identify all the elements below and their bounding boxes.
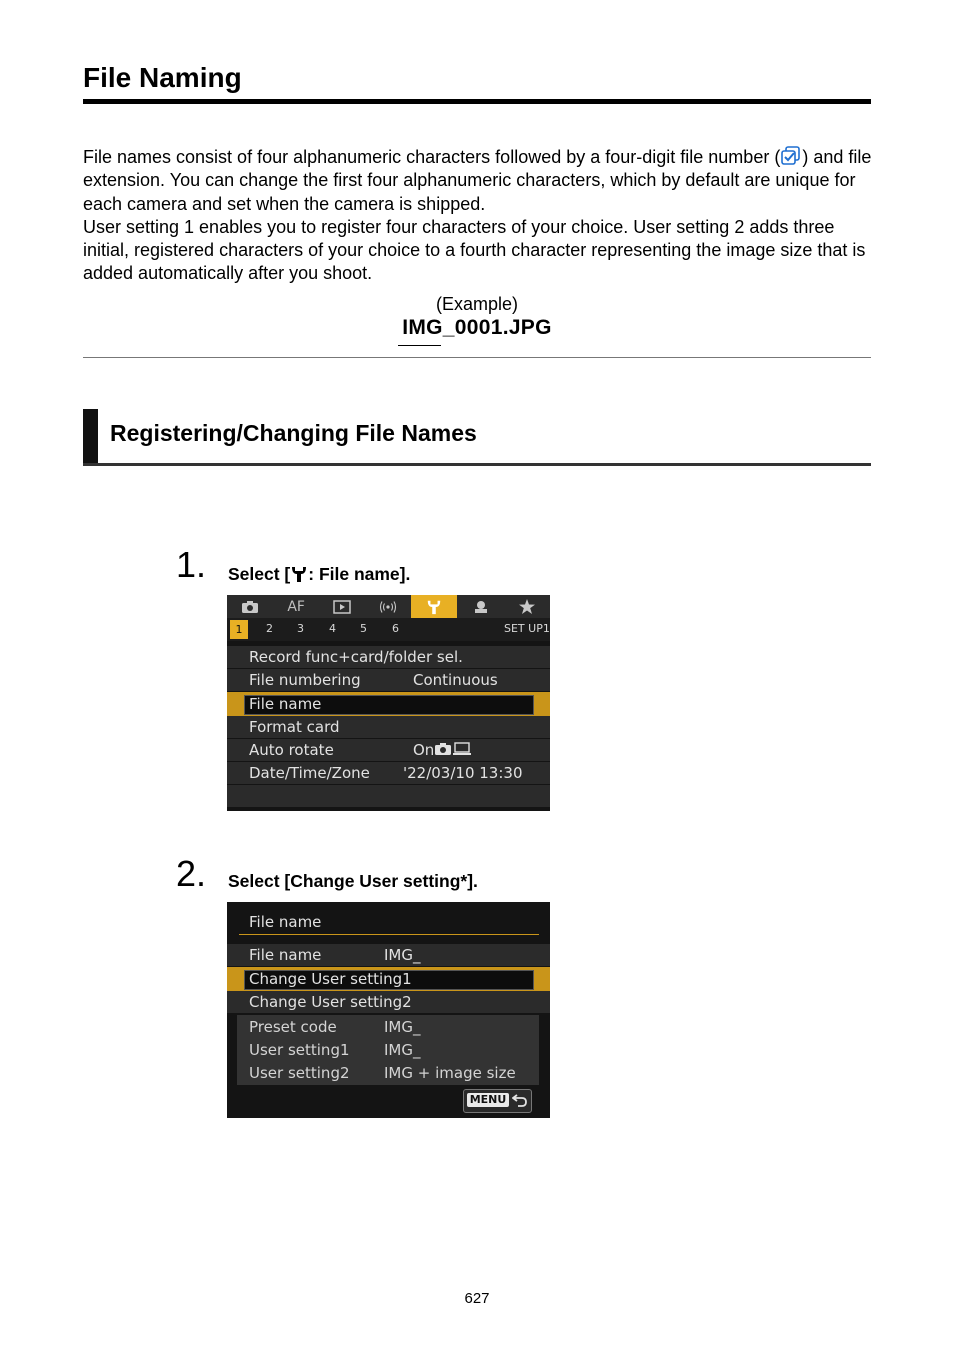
menu-row-date-time[interactable] bbox=[227, 762, 550, 784]
computer-icon bbox=[452, 742, 472, 756]
menu-tab-bar bbox=[227, 595, 550, 618]
tab-my-menu[interactable] bbox=[504, 595, 550, 618]
page-number: 627 bbox=[464, 1290, 490, 1307]
auto-rotate-value: On bbox=[413, 741, 435, 759]
subtab-6[interactable]: 6 bbox=[392, 622, 399, 635]
example-prefix-underline bbox=[398, 345, 441, 346]
section-underline bbox=[83, 463, 871, 466]
row-label: Change User setting2 bbox=[249, 993, 412, 1011]
play-icon bbox=[333, 600, 351, 614]
menu-row-record-func[interactable] bbox=[227, 646, 550, 668]
subtab-1[interactable]: 1 bbox=[230, 620, 248, 639]
section-marker bbox=[83, 409, 98, 465]
row-label: Record func+card/folder sel. bbox=[249, 648, 463, 666]
custom-icon bbox=[472, 600, 490, 614]
row-label: File name bbox=[249, 946, 322, 964]
info-label-preset: Preset code bbox=[249, 1018, 337, 1036]
row-label: Auto rotate bbox=[249, 741, 334, 759]
row-value: IMG_ bbox=[384, 946, 421, 964]
step-1-number: 1. bbox=[176, 544, 207, 585]
menu-key-label: MENU bbox=[467, 1093, 509, 1107]
section-title: Registering/Changing File Names bbox=[110, 420, 477, 446]
tab-wireless[interactable] bbox=[365, 595, 411, 618]
menu-back-button[interactable] bbox=[463, 1089, 532, 1113]
step-1-text-end: : File name]. bbox=[308, 564, 411, 584]
settings-info-panel bbox=[237, 1015, 539, 1085]
menu-row-auto-rotate[interactable] bbox=[227, 739, 550, 761]
camera-screen-file-name bbox=[227, 902, 550, 1118]
menu-row-empty bbox=[227, 785, 550, 807]
step-1-text bbox=[228, 564, 410, 585]
example-filename: IMG_0001.JPG bbox=[402, 316, 552, 339]
page-title: File Naming bbox=[83, 62, 242, 93]
row-label: File name bbox=[249, 695, 322, 713]
row-label: File numbering bbox=[249, 671, 361, 689]
camera-screen-setup-menu bbox=[227, 595, 550, 811]
menu-row-file-name[interactable] bbox=[227, 944, 550, 966]
tab-af-label: AF bbox=[287, 598, 305, 615]
step-2-number: 2. bbox=[176, 853, 207, 894]
intro-paragraph-2: User setting 1 enables you to register four characters of your choice. User setting 2 adds three initial, registered characters of your choice to a fourth character representing the image size that is added automatically after you shoot. bbox=[83, 216, 866, 284]
step-1-text-start: Select [ bbox=[228, 564, 291, 584]
tab-setup[interactable] bbox=[411, 595, 457, 618]
title-rule bbox=[83, 99, 871, 104]
wrench-icon bbox=[426, 599, 442, 615]
tab-playback[interactable] bbox=[319, 595, 365, 618]
row-label: Format card bbox=[249, 718, 340, 736]
camera-icon bbox=[241, 600, 259, 614]
section-divider bbox=[83, 357, 871, 358]
screen-title: File name bbox=[249, 913, 322, 931]
row-value: '22/03/10 13:30 bbox=[403, 764, 523, 782]
tab-custom[interactable] bbox=[457, 595, 503, 618]
return-icon bbox=[512, 1093, 528, 1108]
menu-row-format-card[interactable] bbox=[227, 716, 550, 738]
row-label: Date/Time/Zone bbox=[249, 764, 370, 782]
intro-paragraph-1-start: File names consist of four alphanumeric characters followed by a four-digit file number ( bbox=[83, 147, 781, 167]
info-value-user-2: IMG + image size bbox=[384, 1064, 516, 1082]
wrench-icon bbox=[290, 565, 308, 583]
info-value-preset: IMG_ bbox=[384, 1018, 421, 1036]
star-icon bbox=[519, 599, 535, 614]
menu-row-change-user-setting-2[interactable] bbox=[227, 991, 550, 1013]
intro-paragraph-1 bbox=[83, 145, 873, 216]
tab-af[interactable] bbox=[273, 595, 319, 618]
menu-subtab-bar bbox=[227, 618, 550, 641]
info-label-user-1: User setting1 bbox=[249, 1041, 350, 1059]
tab-shooting[interactable] bbox=[227, 595, 273, 618]
camera-icon bbox=[434, 742, 452, 756]
subtab-page-label: SET UP1 bbox=[504, 622, 550, 635]
step-2-text: Select [Change User setting*]. bbox=[228, 871, 478, 891]
subtab-4[interactable]: 4 bbox=[329, 622, 336, 635]
info-label-user-2: User setting2 bbox=[249, 1064, 350, 1082]
file-number-link-icon[interactable] bbox=[780, 145, 802, 167]
row-value bbox=[413, 739, 472, 761]
menu-row-file-name[interactable] bbox=[227, 692, 550, 716]
subtab-2[interactable]: 2 bbox=[266, 622, 273, 635]
wireless-icon bbox=[379, 600, 397, 614]
row-label: Change User setting1 bbox=[249, 970, 412, 988]
row-value: Continuous bbox=[413, 671, 498, 689]
intro-paragraph-1-end: ) and file extension. You can change the first four alphanumeric characters, which by default are unique for each camera and set when the camera is shipped. bbox=[83, 147, 872, 214]
subtab-5[interactable]: 5 bbox=[360, 622, 367, 635]
subtab-3[interactable]: 3 bbox=[297, 622, 304, 635]
menu-row-change-user-setting-1[interactable] bbox=[227, 967, 550, 991]
example-caption: (Example) bbox=[435, 294, 519, 314]
title-underline bbox=[239, 934, 539, 935]
menu-row-file-numbering[interactable] bbox=[227, 669, 550, 691]
intro-text bbox=[83, 145, 873, 286]
info-value-user-1: IMG_ bbox=[384, 1041, 421, 1059]
